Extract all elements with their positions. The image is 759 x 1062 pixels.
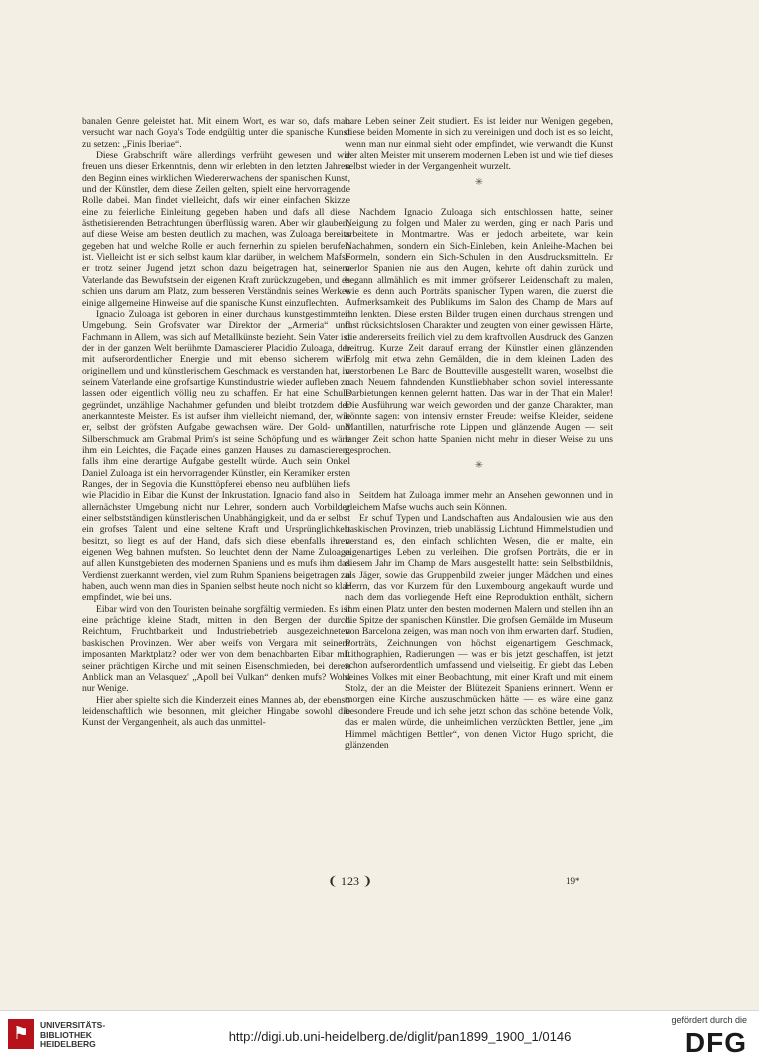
permalink-url[interactable]: http://digi.ub.uni-heidelberg.de/diglit/pan1899_1900_1/0146: [228, 1029, 572, 1044]
paragraph: Er schuf Typen und Landschaften aus Andalousien wie aus den baskischen Provinzen, trieb unablässig Lichtund Himmelstudien und verstand es, den einfach schlichten Wesen, die er malte, ein eigenartiges Leben zu verleihen. Die grofsen Porträts, die er in diesem Jahr im Champ de Mars ausgestellt hatte: sein Selbstbildnis, als Jäger, sowie das Gruppenbild zweier junger Mädchen und eines Herrn, das vor Kurzem für den Luxembourg angekauft wurde und nach dem das vorliegende Heft eine Reproduktion enthält, sichern ihm einen Platz unter den besten modernen Malern und stellen ihn an die Spitze der spanischen Künstler. Die grofsen Gemälde im Museum von Barcelona zeigen, was man noch von ihm erwarten darf. Studien, Porträts, Zeichnungen von höchst eigenartigem Geschmack, Lithographien, Radierungen — was er bis jetzt geschaffen, ist jetzt schon aufserordentlich umfassend und vielseitig. Er giebt das Leben seines Volkes mit einer Beobachtung, mit einer Kraft und mit einem Stolz, der an die Meister der Blütezeit Spaniens erinnert. Wenn er morgen eine Kirche auszuschmücken hätte — es wäre eine ganz besondere Freude und ich sehe jetzt schon das schöne betende Volk, das er malen würde, die unheimlichen verzückten Bettler, jene „im Himmel mächtigen Bettler“, von denen Victor Hugo spricht, die glänzenden: [345, 512, 613, 751]
paragraph: Ignacio Zuloaga ist geboren in einer durchaus kunstgestimmten Umgebung. Sein Grofsvater war Direktor der „Armeria“ und Fachmann in Allem, was sich auf Metallkünste bezieht. Sein Vater ist der in der ganzen Welt berühmte Damascierer Placidio Zuloaga, der mit aufserordentlicher Energie und mit ebenso sicherem wie originellem und und künstlerischem Geschmack es verstanden hat, in seinem Vaterlande eine grofsartige Kunstindustrie wieder aufleben zu lassen oder eigentlich völlig neu zu schaffen. Er hat eine Schule gegründet, unzählige Nachahmer gefunden und bleibt trotzdem der anerkannteste Meister. Es ist aufser ihm vielleicht niemand, der, wie er, selbst der gröfsten Aufgabe gewachsen wäre. Der Gold- und Silberschmuck am Grabmal Prim's ist seine Schöpfung und es wäre ihm ein Leichtes, die Façade eines ganzen Hauses zu damascieren, falls ihm eine derartige Aufgabe gestellt würde. Auch sein Onkel Daniel Zuloaga ist ein hervorragender Künstler, ein Keramiker ersten Ranges, der in Segovia die Kunsttöpferei ebenso neu aufblühen liefs wie Placidio in Eibar die Kunst der Inkrustation. Ignacio fand also in allernächster Umgebung nicht nur Lehrer, sondern auch Vorbilder einer selbstständigen künstlerischen Unabhängigkeit, und da er selbst ein grofses Talent und eine seltene Kraft und Ursprünglichkeit besitzt, so liegt es auf der Hand, dafs sich diese ebenfalls ihren eigenen Weg bahnen mufsten. So leuchtet denn der Name Zuloaga auf allen Kunstgebieten des modernen Spaniens und es mufs ihm das Verdienst zuerkannt werden, viel zum Ruhm Spaniens beigetragen zu haben, auch wenn man dies in Spanien selbst heute noch nicht so klar empfindet, wie bei uns.: [82, 308, 350, 604]
university-library-logo-icon[interactable]: ⚑: [8, 1019, 34, 1049]
paragraph: Seitdem hat Zuloaga immer mehr an Ansehen gewonnen und in gleichem Mafse wuchs auch sein Können.: [345, 490, 613, 513]
right-column: [345, 116, 613, 751]
paragraph: Eibar wird von den Touristen beinahe sorgfältig vermieden. Es ist eine prächtige kleine Stadt, mitten in den Bergen der durch Reichtum, Fruchtbarkeit und Industriebetrieb ausgezeichneten baskischen Provinzen. Wer aber weifs von Vergara mit seinem imposanten Marktplatz? oder wer von dem benachbarten Eibar mit seiner prächtigen Kirche und mit seinen Eisenschmieden, bei deren Anblick man an Velasquez' „Apoll bei Vulkan“ denken mufs? Wohl nur Wenige.: [82, 603, 350, 695]
paragraph: banalen Genre geleistet hat. Mit einem Wort, es war so, dafs man versucht war nach Goya's Tode endgültig unter die spanische Kunst zu setzen: „Finis Iberiae“.: [82, 116, 350, 150]
left-column: [82, 116, 350, 729]
logo-line: HEIDELBERG: [40, 1039, 96, 1049]
sponsor-note: gefördert durch die: [671, 1015, 747, 1025]
signature-mark: 19*: [566, 876, 580, 886]
paragraph: bare Leben seiner Zeit studiert. Es ist leider nur Wenigen gegeben, diese beiden Momente in sich zu vereinigen und doch ist es so leicht, wenn man nur einmal sieht oder empfindet, wie verwandt die Kunst der alten Meister mit unserem modernen Leben ist und wie tief dieses selbst wieder in der Vergangenheit wurzelt.: [345, 116, 613, 173]
logo-line: BIBLIOTHEK: [40, 1029, 92, 1040]
right-column-part-c: [345, 490, 613, 751]
section-separator-1: ✳: [474, 176, 484, 188]
right-column-part-a: [345, 116, 613, 173]
logo-line: UNIVERSITÄTS-: [40, 1020, 106, 1030]
paragraph: Nachdem Ignacio Zuloaga sich entschlossen hatte, seiner Neigung zu folgen und Maler zu werden, ging er nach Paris und arbeitete in Montmartre. Was er jedoch arbeitete, war kein Nachahmen, sondern ein Sich-Einleben, kein Anleihe-Machen bei Formeln, sondern ein Sich-Schulen in den Ausdrucksmitteln. Er verlor Spanien nie aus den Augen, kehrte oft dahin zurück und begann allmählich es mit immer gröfserer Leidenschaft zu malen, wie es denn auch Porträts spanischer Typen waren, die zuerst die Aufmerksamkeit des Publikums im Salon des Champ de Mars auf ihn lenkten. Diese ersten Bilder trugen einen durchaus strengen und fast rücksichtslosen Charakter und zeugten von einer gewissen Härte, die andererseits freilich viel zu dem kraftvollen Ausdruck des Ganzen beitrug. Kurze Zeit darauf errang der Künstler einen glänzenden Erfolg mit etwa zehn Gemälden, die in dem kleinen Laden des verstorbenen Le Barc de Boutteville ausgestellt waren, woselbst die nach Neuem fahndenden Kunstliebhaber schon soviel interessante Darbietungen kennen gelernt hatten. Das war in der That ein Maler! Die Ausführung war weich geworden und der ganze Charakter, man könnte sagen: von intensiv ernster Freude: weifse Kleider, seidene Mantillen, naturfrische rote Lippen und glänzende Augen — seit langer Zeit schon hatte Spanien nicht mehr in dieser Weise zu uns gesprochen.: [345, 206, 613, 456]
page-number: ❨ 123 ❩: [327, 874, 373, 888]
university-library-name[interactable]: [40, 1021, 105, 1050]
section-separator-2: ✳: [474, 460, 484, 472]
dfg-logo[interactable]: DFG: [684, 1027, 747, 1058]
paragraph: Hier aber spielte sich die Kinderzeit eines Mannes ab, der ebenso leidenschaftlich wie besonnen, mit gleicher Hingabe sowohl die Kunst der Vergangenheit, als auch das unmittel-: [82, 694, 350, 729]
right-column-part-b: [345, 207, 613, 457]
paragraph: Diese Grabschrift wäre allerdings verfrüht gewesen und wir freuen uns dieser Erkenntnis, denn wir erlebten in den letzten Jahren den Beginn eines wirklichen Wiedererwachens der spanischen Kunst, und der Künstler, dem diese Zeilen gelten, spielt eine hervorragende Rolle dabei. Man findet vielleicht, dafs wir einer einfachen Skizze eine zu feierliche Einleitung gegeben haben und dafs all diese ästhetisierenden Betrachtungen überflüssig waren. Aber wir glauben, auf diese Weise am besten deutlich zu machen, was Zuloaga bereits gegeben hat und welche Rolle er auch fernerhin zu spielen berufen ist. Vielleicht ist er sich selbst kaum klar darüber, in welchem Mafse er trotz seiner Jugend jetzt schon dazu beigetragen hat, seinem Vaterlande das Bewufstsein der eigenen Kraft zurückzugeben, und es schien uns darum am Platz, zum besseren Verständnis seines Werkes einige allgemeine Hinweise auf die spanische Kunst einzuflechten.: [82, 150, 350, 309]
page-footer: [0, 874, 759, 894]
viewer-footer-bar: [0, 1010, 759, 1062]
